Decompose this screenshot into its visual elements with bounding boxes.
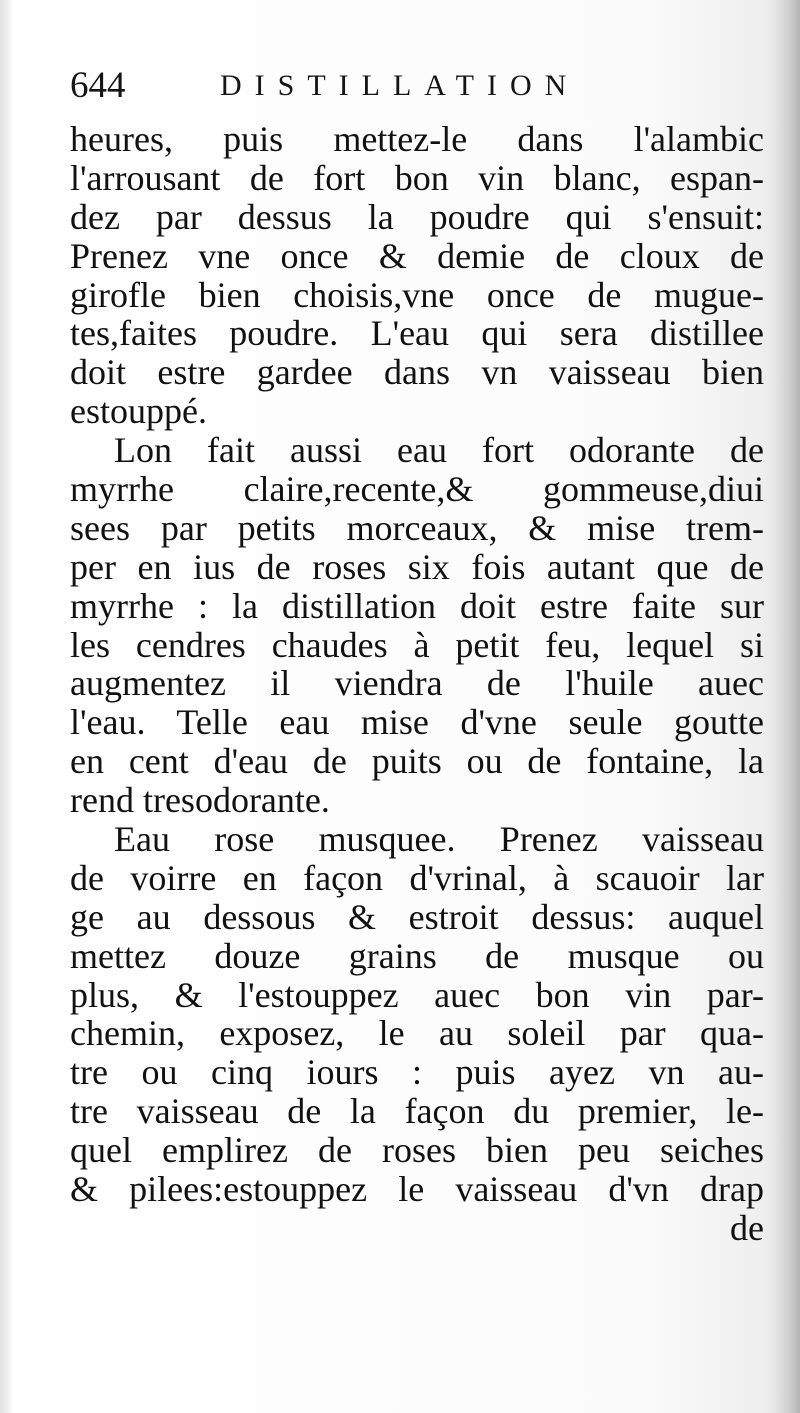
page-number: 644: [70, 65, 126, 106]
text-line: mettez douze grains de musque ou: [70, 935, 764, 976]
text-line: en cent d'eau de puits ou de fontaine, la: [70, 741, 764, 782]
text-line: dez par dessus la poudre qui s'ensuit:: [70, 196, 764, 237]
text-line: plus, & l'estouppez auec bon vin par-: [70, 974, 764, 1015]
text-line: quel emplirez de roses bien peu seiches: [70, 1130, 764, 1171]
text-line: myrrhe : la distillation doit estre faite sur: [70, 585, 764, 626]
text-line: estouppé.: [70, 391, 207, 432]
text-line: tes,faites poudre. L'eau qui sera distillee: [70, 313, 764, 354]
text-line: doit estre gardee dans vn vaisseau bien: [70, 352, 764, 393]
body-text: [70, 120, 764, 1248]
text-line: ge au dessous & estroit dessus: auquel: [70, 896, 764, 937]
page-edge-shadow: [772, 0, 800, 1413]
text-line: rend tresodorante.: [70, 780, 330, 821]
paragraph: [70, 431, 764, 820]
text-line: myrrhe claire,recente,& gommeuse,diui: [70, 469, 764, 510]
text-line: tre ou cinq iours : puis ayez vn au-: [70, 1052, 764, 1093]
text-line: Eau rose musquee. Prenez vaisseau: [114, 819, 764, 860]
page-header: [70, 62, 770, 114]
text-line: de voirre en façon d'vrinal, à scauoir lar: [70, 857, 764, 898]
text-line: les cendres chaudes à petit feu, lequel si: [70, 624, 764, 665]
text-line: l'eau. Telle eau mise d'vne seule goutte: [70, 702, 764, 743]
text-line: chemin, exposez, le au soleil par qua-: [70, 1013, 764, 1054]
paragraph: [70, 820, 764, 1209]
catchword: de: [730, 1207, 764, 1248]
page-gutter-shadow: [0, 0, 14, 1413]
text-line: l'arrousant de fort bon vin blanc, espan-: [70, 157, 764, 198]
text-line: augmentez il viendra de l'huile auec: [70, 663, 764, 704]
text-line: heures, puis mettez-le dans l'alambic: [70, 119, 764, 159]
text-line: tre vaisseau de la façon du premier, le-: [70, 1091, 764, 1132]
text-line: per en ius de roses six fois autant que de: [70, 546, 764, 587]
paragraph: [70, 120, 764, 431]
running-title: DISTILLATION: [220, 69, 580, 102]
text-line: & pilees:estouppez le vaisseau d'vn drap: [70, 1169, 764, 1210]
text-line: sees par petits morceaux, & mise trem-: [70, 507, 764, 548]
text-line: Prenez vne once & demie de cloux de: [70, 235, 764, 276]
text-line: girofle bien choisis,vne once de mugue-: [70, 274, 764, 315]
text-line: Lon fait aussi eau fort odorante de: [114, 430, 764, 471]
